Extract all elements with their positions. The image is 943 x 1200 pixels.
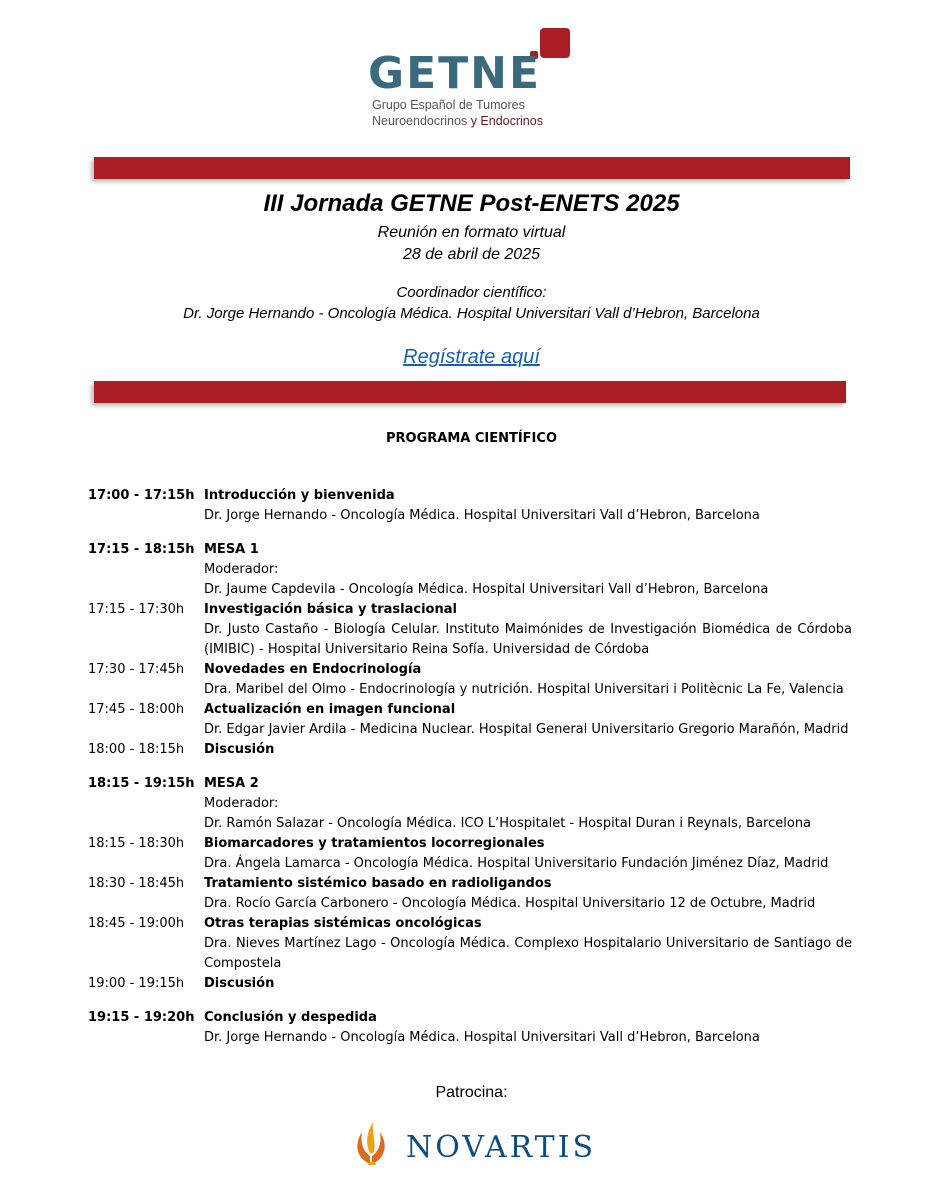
getne-logo [368, 28, 578, 133]
schedule-title: Actualización en imagen funcional [204, 702, 456, 717]
top-red-band [94, 157, 850, 179]
schedule-moderator-label: Moderador: [204, 796, 279, 811]
schedule-speaker: Dr. Edgar Javier Ardila - Medicina Nuclear. Hospital General Universitario Gregorio Marañón, Madrid [204, 722, 849, 737]
schedule-title: MESA 2 [204, 776, 259, 791]
schedule-time: 18:00 - 18:15h [88, 742, 185, 757]
schedule-speaker: Dra. Ángela Lamarca - Oncología Médica. Hospital Universitario Fundación Jiménez Díaz, Madrid [204, 856, 829, 871]
schedule-row [88, 834, 852, 874]
schedule-moderator-label: Moderador: [204, 562, 279, 577]
register-link[interactable]: Regístrate aquí [403, 346, 540, 368]
schedule-title: Introducción y bienvenida [204, 488, 395, 503]
schedule-time: 18:15 - 18:30h [88, 836, 185, 851]
logo-subtitle-line1: Grupo Español de Tumores [372, 98, 525, 112]
schedule-row [88, 486, 852, 526]
schedule-time: 18:30 - 18:45h [88, 876, 185, 891]
schedule-speaker: Dr. Jorge Hernando - Oncología Médica. Hospital Universitari Vall d’Hebron, Barcelona [204, 1030, 760, 1045]
novartis-logo [350, 1118, 597, 1168]
schedule-title: Discusión [204, 742, 275, 757]
schedule-title: MESA 1 [204, 542, 259, 557]
coordinator-label: Coordinador científico: [396, 284, 547, 301]
schedule-row [88, 774, 852, 834]
schedule-speaker: Dra. Rocío García Carbonero - Oncología Médica. Hospital Universitario 12 de Octubre, Madrid [204, 896, 816, 911]
schedule-time: 17:15 - 18:15h [88, 542, 195, 557]
schedule-row [88, 914, 852, 974]
logo-subtitle-line2 [372, 114, 543, 128]
schedule-speaker: Dr. Justo Castaño - Biología Celular. Instituto Maimónides de Investigación Biomédica de Córdoba (IMIBIC) - Hospital Universitario Reina Sofía. Universidad de Córdoba [204, 622, 852, 657]
schedule-title: Otras terapias sistémicas oncológicas [204, 916, 482, 931]
schedule-speaker: Dr. Ramón Salazar - Oncología Médica. ICO L’Hospitalet - Hospital Duran i Reynals, Barcelona [204, 816, 812, 831]
sponsor-label: Patrocina: [435, 1084, 508, 1101]
schedule-title: Investigación básica y traslacional [204, 602, 457, 617]
schedule-speaker: Dr. Jorge Hernando - Oncología Médica. Hospital Universitari Vall d’Hebron, Barcelona [204, 508, 760, 523]
schedule-row [88, 600, 852, 660]
schedule-row [88, 1008, 852, 1048]
schedule-speaker: Dra. Nieves Martínez Lago - Oncología Médica. Complexo Hospitalario Universitario de Santiago de Compostela [204, 936, 852, 971]
schedule-time: 19:15 - 19:20h [88, 1010, 195, 1025]
coordinator-name: Dr. Jorge Hernando - Oncología Médica. Hospital Universitari Vall d’Hebron, Barcelona [183, 305, 760, 322]
logo-square [540, 28, 570, 58]
schedule-time: 17:45 - 18:00h [88, 702, 185, 717]
schedule-row [88, 540, 852, 600]
program-schedule [88, 486, 852, 1048]
schedule-time: 19:00 - 19:15h [88, 976, 185, 991]
event-date: 28 de abril de 2025 [403, 246, 540, 263]
schedule-row [88, 740, 852, 760]
schedule-time: 18:45 - 19:00h [88, 916, 185, 931]
bottom-red-band [94, 381, 846, 403]
schedule-speaker: Dr. Jaume Capdevila - Oncología Médica. Hospital Universitari Vall d’Hebron, Barcelona [204, 582, 769, 597]
schedule-row [88, 874, 852, 914]
schedule-title: Biomarcadores y tratamientos locorregionales [204, 836, 545, 851]
schedule-row [88, 700, 852, 740]
schedule-time: 17:00 - 17:15h [88, 488, 195, 503]
schedule-time: 17:15 - 17:30h [88, 602, 185, 617]
novartis-flame-icon [350, 1118, 394, 1166]
logo-subtitle-line2b: y Endocrinos [470, 114, 543, 128]
schedule-time: 18:15 - 19:15h [88, 776, 195, 791]
program-title: PROGRAMA CIENTÍFICO [385, 431, 557, 446]
schedule-row [88, 974, 852, 994]
schedule-speaker: Dra. Maribel del Olmo - Endocrinología y nutrición. Hospital Universitari i Politècnic La Fe, Valencia [204, 682, 844, 697]
event-format: Reunión en formato virtual [377, 224, 566, 241]
event-title: III Jornada GETNE Post-ENETS 2025 [263, 190, 680, 217]
schedule-title: Tratamiento sistémico basado en radioligandos [204, 876, 552, 891]
schedule-row [88, 660, 852, 700]
schedule-title: Novedades en Endocrinología [204, 662, 422, 677]
schedule-time: 17:30 - 17:45h [88, 662, 185, 677]
sponsor-name: NOVARTIS [406, 1130, 597, 1165]
schedule-title: Discusión [204, 976, 275, 991]
logo-word: GETNE [368, 48, 542, 99]
logo-subtitle-line2a: Neuroendocrinos [372, 114, 468, 128]
schedule-title: Conclusión y despedida [204, 1010, 377, 1025]
